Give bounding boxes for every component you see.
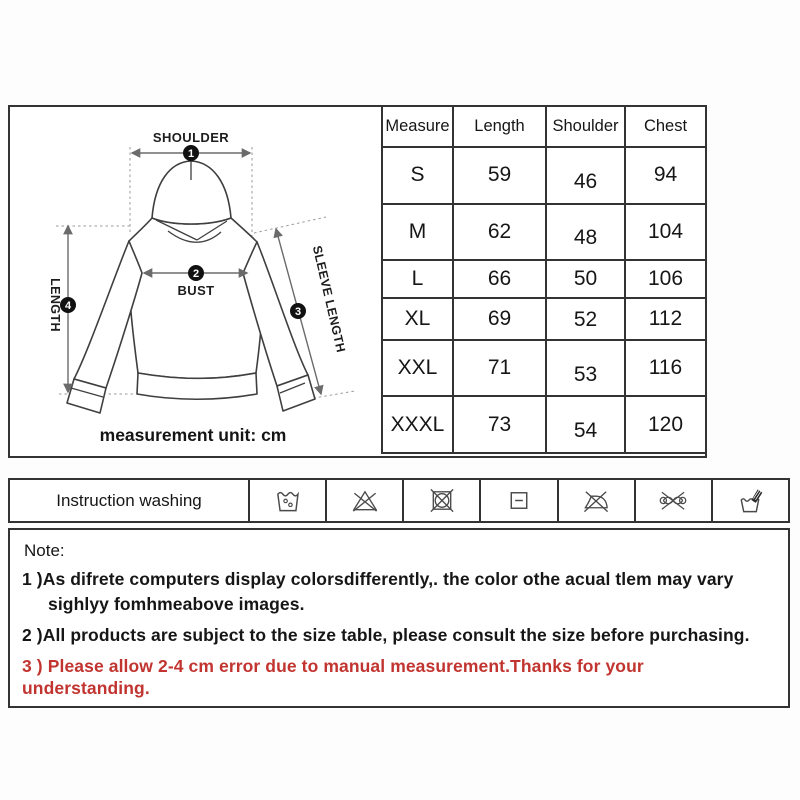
size-cell: L [382,260,453,298]
note-1-text-continued: sighlyy fomhmeabove images. [48,593,305,614]
size-table-header-row [382,106,706,147]
marker-4: 4 [64,300,72,312]
length-cell: 66 [453,260,546,298]
note-2-number: 2 ) [22,624,43,645]
chest-cell: 106 [625,260,706,298]
note-item-3 [22,656,776,700]
size-cell: XXXL [382,396,453,453]
notes-title: Note: [24,541,65,560]
note-1-text: As difrete computers display colorsdifferently,. the color othe acual tlem may vary [42,569,734,589]
sleeve-length-label: SLEEVE LENGTH [309,244,349,354]
table-row [382,204,706,261]
hoodie-measurement-diagram [10,107,387,456]
do-not-bleach-icon [327,480,404,521]
do-not-iron-icon [559,480,636,521]
measurement-unit-note: measurement unit: cm [99,425,287,445]
length-cell: 71 [453,340,546,397]
note-1-number: 1 ) [22,569,43,589]
hand-wash-icon [713,480,788,521]
marker-2: 2 [192,268,200,280]
size-cell: XL [382,298,453,340]
table-row [382,147,706,204]
shoulder-cell: 46 [546,147,625,204]
dry-flat-icon [481,480,558,521]
length-cell: 59 [453,147,546,204]
marker-3: 3 [294,306,302,318]
table-row [382,260,706,298]
note-2-text: All products are subject to the size table, please consult the size before purchasing. [42,624,750,645]
table-row [382,298,706,340]
washing-instruction-bar [8,478,790,523]
note-3-number: 3 ) [22,655,43,676]
chest-cell: 104 [625,204,706,261]
chest-cell: 116 [625,340,706,397]
header-shoulder: Shoulder [546,106,625,147]
size-table [381,105,707,454]
machine-wash-icon [250,480,327,521]
shoulder-cell: 52 [546,298,625,340]
shoulder-cell: 54 [546,396,625,453]
shoulder-label: SHOULDER [152,130,230,145]
size-chart-section [8,105,707,458]
marker-1: 1 [187,148,195,160]
chest-cell: 120 [625,396,706,453]
header-chest: Chest [625,106,706,147]
note-3-text: Please allow 2-4 cm error due to manual measurement.Thanks for your understanding. [22,655,644,698]
do-not-tumble-dry-icon [404,480,481,521]
shoulder-cell: 50 [546,260,625,298]
shoulder-cell: 48 [546,204,625,261]
size-cell: S [382,147,453,204]
bust-label: BUST [177,283,215,298]
chest-cell: 94 [625,147,706,204]
table-row [382,396,706,453]
header-length: Length [453,106,546,147]
notes-section [8,528,790,708]
shoulder-cell: 53 [546,340,625,397]
note-item-2 [22,625,776,647]
chest-cell: 112 [625,298,706,340]
length-cell: 69 [453,298,546,340]
table-row [382,340,706,397]
size-cell: M [382,204,453,261]
length-label: LENGTH [48,278,62,332]
do-not-wring-icon [636,480,713,521]
note-item-1 [22,569,776,616]
length-cell: 62 [453,204,546,261]
size-cell: XXL [382,340,453,397]
washing-instruction-label: Instruction washing [10,480,250,521]
header-measure: Measure [382,106,453,147]
length-cell: 73 [453,396,546,453]
